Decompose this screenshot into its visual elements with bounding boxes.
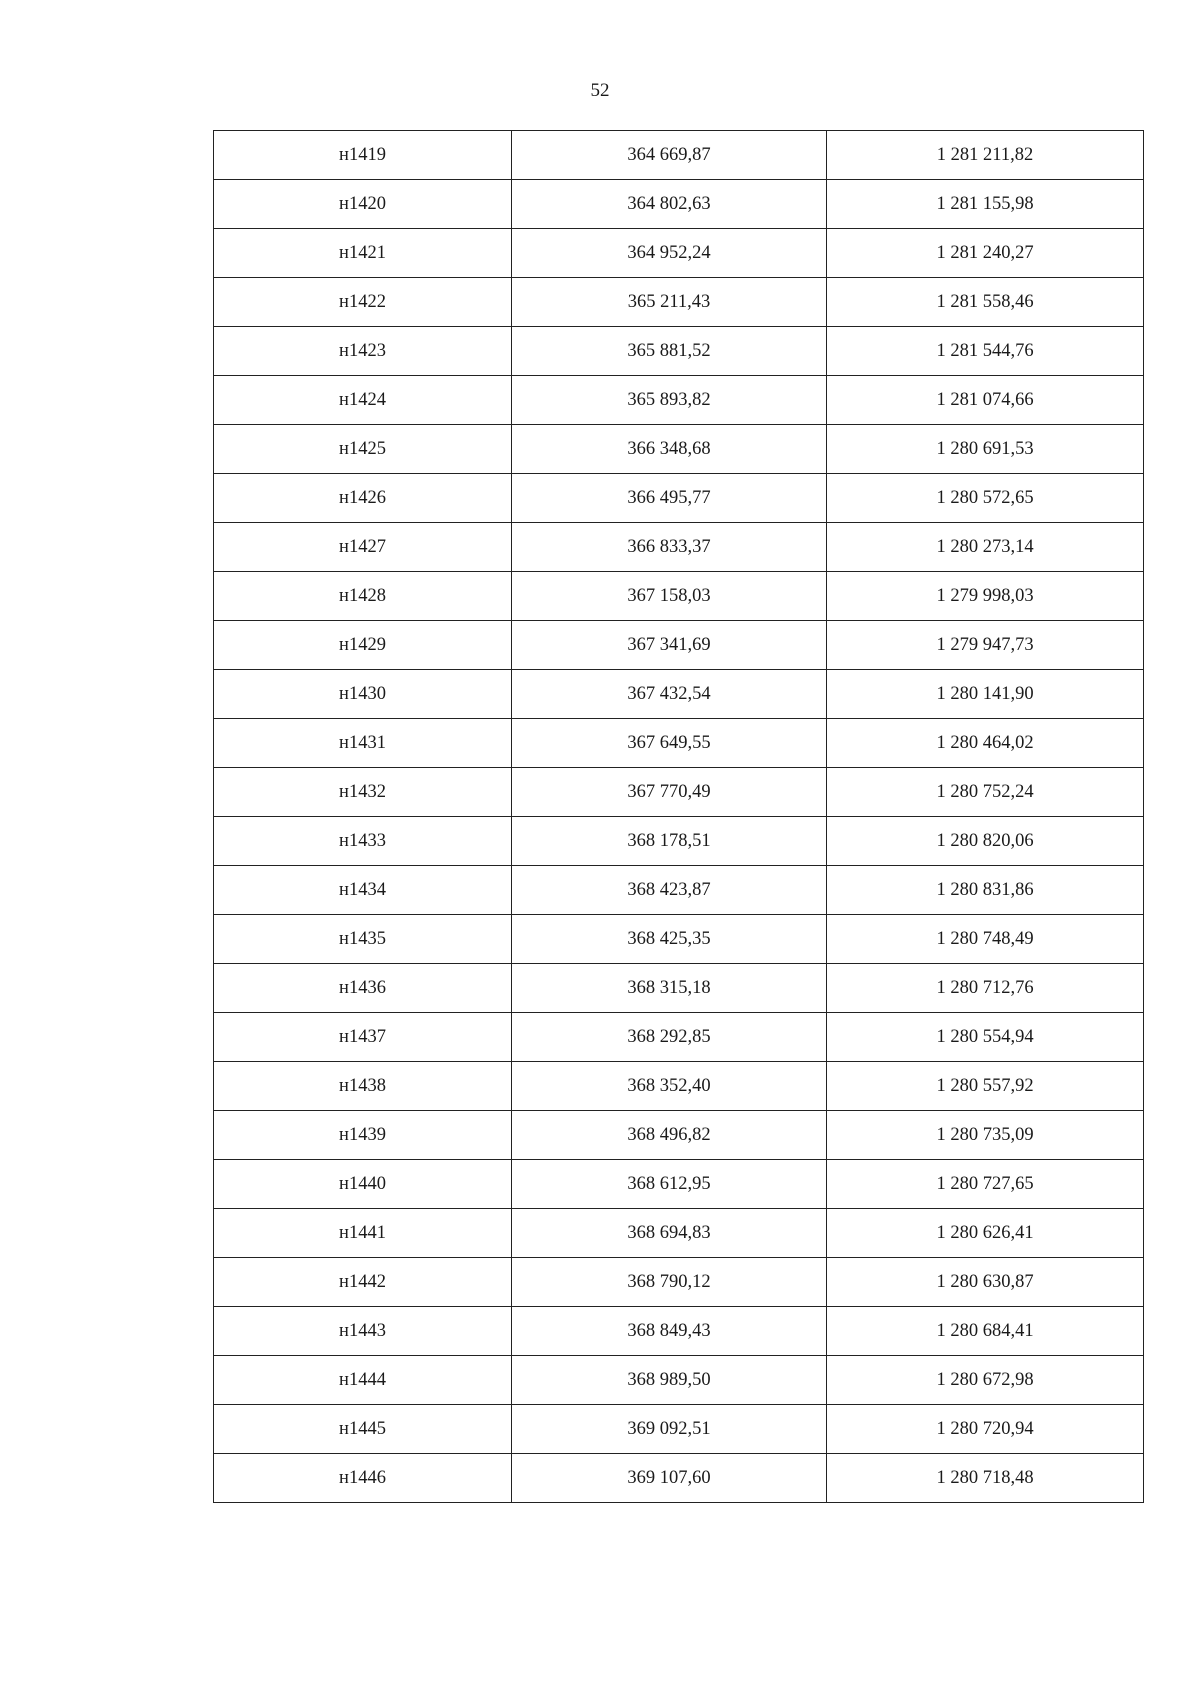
point-id-cell: н1422 [214, 278, 512, 327]
x-coordinate-cell: 364 669,87 [512, 131, 827, 180]
table-row [214, 768, 1144, 817]
table-row [214, 817, 1144, 866]
table-row [214, 866, 1144, 915]
x-coordinate-cell: 367 432,54 [512, 670, 827, 719]
y-coordinate-cell: 1 280 691,53 [827, 425, 1144, 474]
y-coordinate-cell: 1 279 947,73 [827, 621, 1144, 670]
x-coordinate-cell: 366 495,77 [512, 474, 827, 523]
table-row [214, 278, 1144, 327]
coordinates-table [213, 130, 1144, 1503]
y-coordinate-cell: 1 280 727,65 [827, 1160, 1144, 1209]
table-row [214, 719, 1144, 768]
point-id-cell: н1446 [214, 1454, 512, 1503]
point-id-cell: н1429 [214, 621, 512, 670]
x-coordinate-cell: 366 348,68 [512, 425, 827, 474]
y-coordinate-cell: 1 281 240,27 [827, 229, 1144, 278]
table-row [214, 964, 1144, 1013]
point-id-cell: н1440 [214, 1160, 512, 1209]
point-id-cell: н1424 [214, 376, 512, 425]
y-coordinate-cell: 1 281 074,66 [827, 376, 1144, 425]
table-row [214, 1356, 1144, 1405]
table-row [214, 1160, 1144, 1209]
table-row [214, 1013, 1144, 1062]
x-coordinate-cell: 368 423,87 [512, 866, 827, 915]
table-row [214, 474, 1144, 523]
point-id-cell: н1421 [214, 229, 512, 278]
x-coordinate-cell: 368 496,82 [512, 1111, 827, 1160]
x-coordinate-cell: 365 893,82 [512, 376, 827, 425]
table-row [214, 1111, 1144, 1160]
table-row [214, 131, 1144, 180]
table-row [214, 621, 1144, 670]
y-coordinate-cell: 1 280 684,41 [827, 1307, 1144, 1356]
y-coordinate-cell: 1 280 141,90 [827, 670, 1144, 719]
y-coordinate-cell: 1 280 672,98 [827, 1356, 1144, 1405]
table-row [214, 1454, 1144, 1503]
x-coordinate-cell: 368 315,18 [512, 964, 827, 1013]
table-row [214, 425, 1144, 474]
y-coordinate-cell: 1 280 464,02 [827, 719, 1144, 768]
x-coordinate-cell: 369 107,60 [512, 1454, 827, 1503]
point-id-cell: н1442 [214, 1258, 512, 1307]
table-row [214, 229, 1144, 278]
y-coordinate-cell: 1 280 718,48 [827, 1454, 1144, 1503]
x-coordinate-cell: 364 952,24 [512, 229, 827, 278]
y-coordinate-cell: 1 280 720,94 [827, 1405, 1144, 1454]
x-coordinate-cell: 364 802,63 [512, 180, 827, 229]
x-coordinate-cell: 368 989,50 [512, 1356, 827, 1405]
y-coordinate-cell: 1 280 572,65 [827, 474, 1144, 523]
point-id-cell: н1433 [214, 817, 512, 866]
point-id-cell: н1430 [214, 670, 512, 719]
table-row [214, 670, 1144, 719]
table-row [214, 1307, 1144, 1356]
y-coordinate-cell: 1 280 735,09 [827, 1111, 1144, 1160]
x-coordinate-cell: 368 292,85 [512, 1013, 827, 1062]
point-id-cell: н1427 [214, 523, 512, 572]
y-coordinate-cell: 1 281 544,76 [827, 327, 1144, 376]
point-id-cell: н1444 [214, 1356, 512, 1405]
point-id-cell: н1438 [214, 1062, 512, 1111]
x-coordinate-cell: 367 649,55 [512, 719, 827, 768]
point-id-cell: н1425 [214, 425, 512, 474]
x-coordinate-cell: 368 352,40 [512, 1062, 827, 1111]
point-id-cell: н1428 [214, 572, 512, 621]
y-coordinate-cell: 1 280 831,86 [827, 866, 1144, 915]
x-coordinate-cell: 365 881,52 [512, 327, 827, 376]
point-id-cell: н1423 [214, 327, 512, 376]
table-row [214, 1209, 1144, 1258]
x-coordinate-cell: 367 770,49 [512, 768, 827, 817]
y-coordinate-cell: 1 280 557,92 [827, 1062, 1144, 1111]
y-coordinate-cell: 1 280 820,06 [827, 817, 1144, 866]
y-coordinate-cell: 1 280 748,49 [827, 915, 1144, 964]
point-id-cell: н1435 [214, 915, 512, 964]
x-coordinate-cell: 365 211,43 [512, 278, 827, 327]
table-row [214, 327, 1144, 376]
x-coordinate-cell: 368 849,43 [512, 1307, 827, 1356]
x-coordinate-cell: 368 612,95 [512, 1160, 827, 1209]
y-coordinate-cell: 1 280 752,24 [827, 768, 1144, 817]
table-row [214, 572, 1144, 621]
point-id-cell: н1432 [214, 768, 512, 817]
table-row [214, 1062, 1144, 1111]
table-row [214, 1405, 1144, 1454]
table-row [214, 1258, 1144, 1307]
x-coordinate-cell: 367 341,69 [512, 621, 827, 670]
table-row [214, 915, 1144, 964]
point-id-cell: н1426 [214, 474, 512, 523]
x-coordinate-cell: 369 092,51 [512, 1405, 827, 1454]
x-coordinate-cell: 366 833,37 [512, 523, 827, 572]
coordinates-table-body [214, 131, 1144, 1503]
y-coordinate-cell: 1 280 554,94 [827, 1013, 1144, 1062]
y-coordinate-cell: 1 279 998,03 [827, 572, 1144, 621]
table-row [214, 180, 1144, 229]
table-row [214, 376, 1144, 425]
y-coordinate-cell: 1 280 626,41 [827, 1209, 1144, 1258]
x-coordinate-cell: 367 158,03 [512, 572, 827, 621]
y-coordinate-cell: 1 281 211,82 [827, 131, 1144, 180]
point-id-cell: н1443 [214, 1307, 512, 1356]
table-row [214, 523, 1144, 572]
point-id-cell: н1420 [214, 180, 512, 229]
x-coordinate-cell: 368 694,83 [512, 1209, 827, 1258]
y-coordinate-cell: 1 280 630,87 [827, 1258, 1144, 1307]
y-coordinate-cell: 1 281 155,98 [827, 180, 1144, 229]
x-coordinate-cell: 368 178,51 [512, 817, 827, 866]
point-id-cell: н1437 [214, 1013, 512, 1062]
point-id-cell: н1436 [214, 964, 512, 1013]
page-number: 52 [590, 80, 610, 101]
point-id-cell: н1439 [214, 1111, 512, 1160]
x-coordinate-cell: 368 425,35 [512, 915, 827, 964]
point-id-cell: н1434 [214, 866, 512, 915]
x-coordinate-cell: 368 790,12 [512, 1258, 827, 1307]
y-coordinate-cell: 1 281 558,46 [827, 278, 1144, 327]
point-id-cell: н1441 [214, 1209, 512, 1258]
point-id-cell: н1431 [214, 719, 512, 768]
y-coordinate-cell: 1 280 273,14 [827, 523, 1144, 572]
point-id-cell: н1419 [214, 131, 512, 180]
y-coordinate-cell: 1 280 712,76 [827, 964, 1144, 1013]
point-id-cell: н1445 [214, 1405, 512, 1454]
